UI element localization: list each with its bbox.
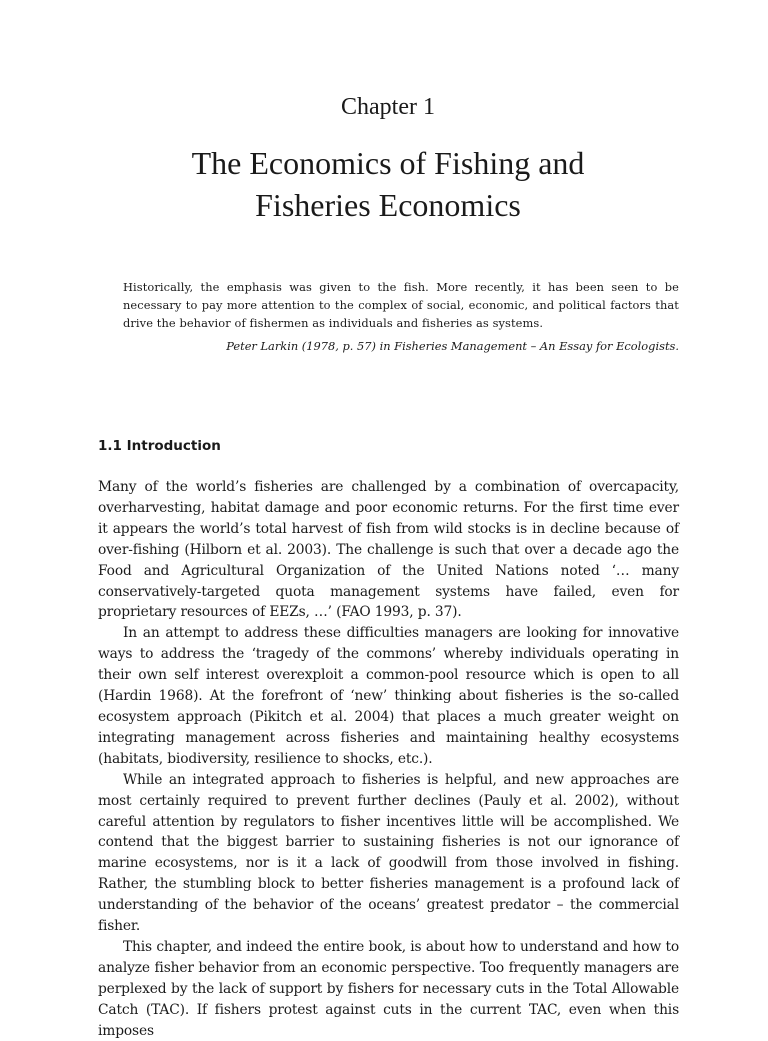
- chapter-title: [0, 142, 768, 226]
- section-heading: 1.1 Introduction: [98, 438, 221, 454]
- epigraph-source: Peter Larkin (1978, p. 57) in Fisheries Management – An Essay for Ecologists.: [226, 339, 679, 353]
- chapter-title-line-2: Fisheries Economics: [255, 187, 521, 223]
- chapter-title-line-1: The Economics of Fishing and: [191, 145, 585, 181]
- epigraph-quote: Historically, the emphasis was given to the fish. More recently, it has been seen to be necessary to pay more attention to the complex of social, economic, and political factors that drive the behavior of fishermen as individuals and fisheries as systems.: [123, 280, 679, 330]
- chapter-label: Chapter 1: [341, 94, 435, 120]
- paragraph: This chapter, and indeed the entire book, is about how to understand and how to analyze fisher behavior from an economic perspective. Too frequently managers are perplexed by the lack of support by fishers for necessary cuts in the Total Allowable Catch (TAC). If fishers protest against cuts in the current TAC, even when this imposes: [98, 938, 679, 1039]
- paragraph: In an attempt to address these difficulties managers are looking for innovative ways to address the ‘tragedy of the commons’ whereby individuals operating in their own self interest overexploit a common-pool resource which is open to all (Hardin 1968). At the forefront of ‘new’ thinking about fisheries is the so-called ecosystem approach (Pikitch et al. 2004) that places a much greater weight on integrating management across fisheries and maintaining healthy ecosystems (habitats, biodiversity, resilience to shocks, etc.).: [98, 625, 679, 767]
- body-text: [98, 477, 679, 1041]
- paragraph: Many of the world’s fisheries are challenged by a combination of overcapacity, overharvesting, habitat damage and poor economic returns. For the first time ever it appears the world’s total harvest of fish from wild stocks is in decline because of over-fishing (Hilborn et al. 2003). The challenge is such that over a decade ago the Food and Agricultural Organization of the United Nations noted ‘… many conservatively-targeted quota management systems have failed, even for proprietary resources of EEZs, …’ (FAO 1993, p. 37).: [98, 479, 679, 621]
- paragraph: While an integrated approach to fisheries is helpful, and new approaches are most certainly required to prevent further declines (Pauly et al. 2002), without careful attention by regulators to fisher incentives little will be accomplished. We contend that the biggest barrier to sustaining fisheries is not our ignorance of marine ecosystems, nor is it a lack of goodwill from those involved in fishing. Rather, the stumbling block to better fisheries management is a profound lack of understanding of the behavior of the oceans’ greatest predator – the commercial fisher.: [98, 771, 679, 935]
